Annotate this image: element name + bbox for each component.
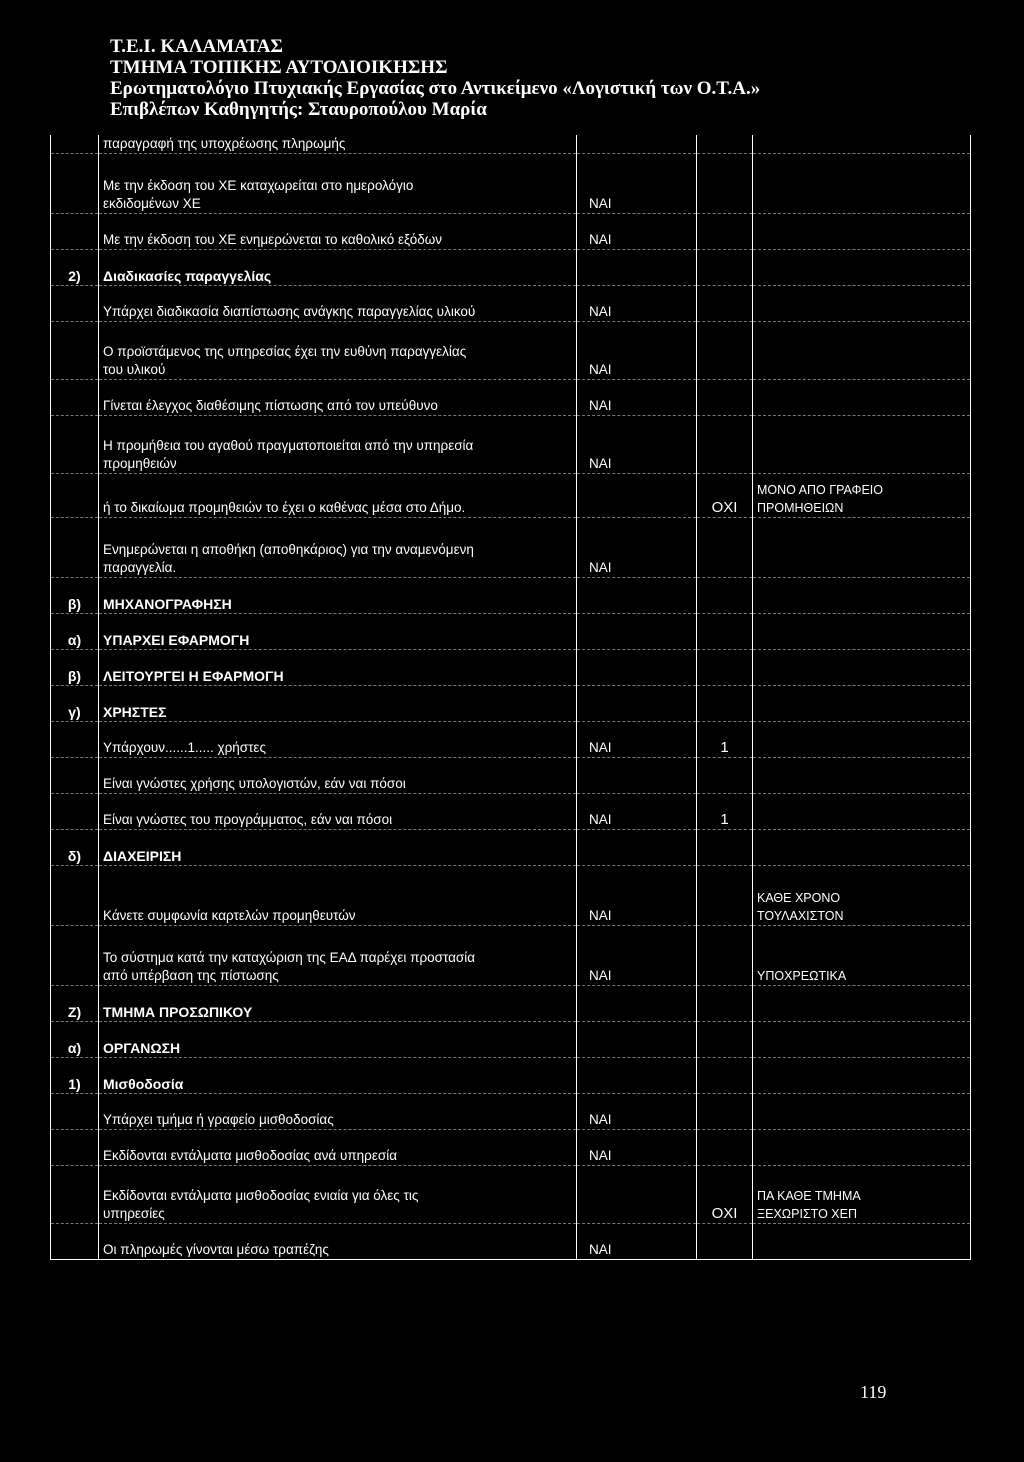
answer-yes: ΝΑΙ <box>577 1130 697 1166</box>
table-row <box>51 286 971 322</box>
table-row <box>51 380 971 416</box>
answer-no <box>697 1130 753 1166</box>
answer-no <box>697 986 753 1022</box>
question-line-1: Μισθοδοσία <box>103 1076 184 1092</box>
answer-note <box>753 250 971 286</box>
answer-yes <box>577 578 697 614</box>
answer-no <box>697 135 753 154</box>
question-line-1: Κάνετε συμφωνία καρτελών προμηθευτών <box>103 908 356 923</box>
table-row <box>51 986 971 1022</box>
answer-yes <box>577 614 697 650</box>
answer-note <box>753 1224 971 1260</box>
question-line-1: Υπάρχει διαδικασία διαπίστωσης ανάγκης παραγγελίας υλικού <box>103 304 476 319</box>
answer-yes: ΝΑΙ <box>577 380 697 416</box>
answer-note <box>753 380 971 416</box>
answer-yes <box>577 474 697 518</box>
answer-yes <box>577 1058 697 1094</box>
question-line-1: Ο προϊστάμενος της υπηρεσίας έχει την ευθύνη παραγγελίας <box>103 344 467 359</box>
question-text <box>99 926 577 986</box>
answer-no <box>697 830 753 866</box>
answer-no <box>697 758 753 794</box>
table-row <box>51 758 971 794</box>
row-number: β) <box>51 578 99 614</box>
answer-no <box>697 154 753 214</box>
document-header <box>110 36 990 120</box>
row-number: α) <box>51 1022 99 1058</box>
row-number: 2) <box>51 250 99 286</box>
question-line-1: ΥΠΑΡΧΕΙ ΕΦΑΡΜΟΓΗ <box>103 632 250 648</box>
row-number <box>51 380 99 416</box>
question-text <box>99 986 577 1022</box>
row-number: γ) <box>51 686 99 722</box>
answer-note <box>753 214 971 250</box>
row-number <box>51 474 99 518</box>
question-line-1: Με την έκδοση του ΧΕ ενημερώνεται το καθολικό εξόδων <box>103 232 443 247</box>
answer-yes: ΝΑΙ <box>577 518 697 578</box>
question-line-1: Η προμήθεια του αγαθού πραγματοποιείται από την υπηρεσία <box>103 438 474 453</box>
question-line-1: ή το δικαίωμα προμηθειών το έχει ο καθένας μέσα στο Δήμο. <box>103 500 466 515</box>
question-text <box>99 578 577 614</box>
row-number <box>51 154 99 214</box>
answer-yes <box>577 830 697 866</box>
question-text <box>99 614 577 650</box>
table-row <box>51 1166 971 1224</box>
table-row <box>51 1224 971 1260</box>
table-row <box>51 1094 971 1130</box>
question-text <box>99 135 577 154</box>
question-line-1: ΜΗΧΑΝΟΓΡΑΦΗΣΗ <box>103 596 232 612</box>
row-number <box>51 794 99 830</box>
question-line-1: ΛΕΙΤΟΥΡΓΕΙ Η ΕΦΑΡΜΟΓΗ <box>103 668 284 684</box>
question-line-2: υπηρεσίες <box>103 1206 165 1221</box>
question-line-1: Οι πληρωμές γίνονται μέσω τραπέζης <box>103 1242 329 1257</box>
table-row <box>51 214 971 250</box>
question-text <box>99 1058 577 1094</box>
note-line-1: ΜΟΝΟ ΑΠΟ ΓΡΑΦΕΙΟ <box>757 483 884 497</box>
row-number <box>51 416 99 474</box>
answer-yes: ΝΑΙ <box>577 322 697 380</box>
answer-yes: ΝΑΙ <box>577 214 697 250</box>
question-line-1: παραγραφή της υποχρέωσης πληρωμής <box>103 136 346 151</box>
answer-yes <box>577 250 697 286</box>
question-text <box>99 322 577 380</box>
answer-yes <box>577 686 697 722</box>
answer-note <box>753 794 971 830</box>
answer-note <box>753 686 971 722</box>
question-line-1: Υπάρχουν......1..... χρήστες <box>103 740 266 755</box>
question-text <box>99 722 577 758</box>
question-line-1: ΤΜΗΜΑ ΠΡΟΣΩΠΙΚΟΥ <box>103 1004 253 1020</box>
answer-note <box>753 830 971 866</box>
answer-no <box>697 416 753 474</box>
answer-yes <box>577 986 697 1022</box>
answer-note <box>753 986 971 1022</box>
answer-no <box>697 214 753 250</box>
answer-no <box>697 866 753 926</box>
question-text <box>99 1094 577 1130</box>
answer-yes: ΝΑΙ <box>577 794 697 830</box>
question-text <box>99 154 577 214</box>
row-number <box>51 214 99 250</box>
answer-no <box>697 578 753 614</box>
answer-no <box>697 926 753 986</box>
answer-note <box>753 926 971 986</box>
table-row <box>51 926 971 986</box>
row-number: α) <box>51 614 99 650</box>
row-number <box>51 926 99 986</box>
question-line-1: Υπάρχει τμήμα ή γραφείο μισθοδοσίας <box>103 1112 334 1127</box>
answer-note <box>753 614 971 650</box>
table-row <box>51 614 971 650</box>
question-text <box>99 214 577 250</box>
answer-no: ΟΧΙ <box>697 1166 753 1224</box>
table-row <box>51 416 971 474</box>
answer-note <box>753 722 971 758</box>
answer-yes: ΝΑΙ <box>577 866 697 926</box>
answer-yes: ΝΑΙ <box>577 1224 697 1260</box>
answer-yes: ΝΑΙ <box>577 722 697 758</box>
answer-yes: ΝΑΙ <box>577 1094 697 1130</box>
table-row <box>51 154 971 214</box>
row-number <box>51 518 99 578</box>
row-number: β) <box>51 650 99 686</box>
question-line-2: παραγγελία. <box>103 560 177 575</box>
note-line-2: ΞΕΧΩΡΙΣΤΟ ΧΕΠ <box>757 1207 857 1221</box>
question-text <box>99 794 577 830</box>
answer-note <box>753 1094 971 1130</box>
question-line-1: Είναι γνώστες του προγράμματος, εάν ναι πόσοι <box>103 812 393 827</box>
question-line-1: Είναι γνώστες χρήσης υπολογιστών, εάν ναι πόσοι <box>103 776 406 791</box>
table-row <box>51 135 971 154</box>
question-line-2: από υπέρβαση της πίστωσης <box>103 968 279 983</box>
answer-yes <box>577 135 697 154</box>
row-number <box>51 135 99 154</box>
question-text <box>99 1130 577 1166</box>
answer-note <box>753 154 971 214</box>
answer-yes: ΝΑΙ <box>577 416 697 474</box>
answer-no: 1 <box>697 794 753 830</box>
answer-note <box>753 518 971 578</box>
row-number <box>51 322 99 380</box>
table-row <box>51 830 971 866</box>
question-line-1: ΧΡΗΣΤΕΣ <box>103 704 167 720</box>
questionnaire-table <box>50 135 971 1260</box>
note-line-2: ΠΡΟΜΗΘΕΙΩΝ <box>757 501 844 515</box>
question-line-1: Διαδικασίες παραγγελίας <box>103 268 272 284</box>
answer-yes <box>577 758 697 794</box>
answer-note <box>753 1130 971 1166</box>
question-line-1: Εκδίδονται εντάλματα μισθοδοσίας ανά υπηρεσία <box>103 1148 398 1163</box>
row-number <box>51 1166 99 1224</box>
question-text <box>99 380 577 416</box>
answer-no <box>697 250 753 286</box>
answer-note <box>753 286 971 322</box>
answer-note <box>753 578 971 614</box>
table-row <box>51 474 971 518</box>
row-number <box>51 1130 99 1166</box>
row-number <box>51 286 99 322</box>
table-row <box>51 1130 971 1166</box>
question-line-1: Το σύστημα κατά την καταχώριση της ΕΑΔ παρέχει προστασία <box>103 950 476 965</box>
row-number: Ζ) <box>51 986 99 1022</box>
answer-no <box>697 1022 753 1058</box>
answer-yes: ΝΑΙ <box>577 154 697 214</box>
question-line-2: προμηθειών <box>103 456 177 471</box>
question-text <box>99 1224 577 1260</box>
table-row <box>51 322 971 380</box>
answer-no <box>697 650 753 686</box>
table-row <box>51 686 971 722</box>
question-line-1: ΔΙΑΧΕΙΡΙΣΗ <box>103 848 182 864</box>
answer-note <box>753 416 971 474</box>
row-number: 1) <box>51 1058 99 1094</box>
answer-note <box>753 866 971 926</box>
question-text <box>99 1166 577 1224</box>
answer-yes <box>577 1166 697 1224</box>
answer-no <box>697 1058 753 1094</box>
questionnaire-title: Ερωτηματολόγιο Πτυχιακής Εργασίας στο Αντικείμενο «Λογιστική των Ο.Τ.Α.» <box>110 78 761 99</box>
question-text <box>99 650 577 686</box>
answer-yes <box>577 650 697 686</box>
institution-title: Τ.Ε.Ι. ΚΑΛΑΜΑΤΑΣ <box>110 36 283 57</box>
row-number <box>51 1094 99 1130</box>
answer-note <box>753 474 971 518</box>
page-number: 119 <box>860 1382 887 1402</box>
table-row <box>51 1022 971 1058</box>
answer-note <box>753 135 971 154</box>
answer-note <box>753 758 971 794</box>
table-row <box>51 1058 971 1094</box>
question-line-1: Εκδίδονται εντάλματα μισθοδοσίας ενιαία για όλες τις <box>103 1188 419 1203</box>
row-number <box>51 866 99 926</box>
answer-no <box>697 518 753 578</box>
question-text <box>99 686 577 722</box>
question-line-1: Ενημερώνεται η αποθήκη (αποθηκάριος) για την αναμενόμενη <box>103 542 474 557</box>
row-number <box>51 722 99 758</box>
answer-no <box>697 380 753 416</box>
answer-yes: ΝΑΙ <box>577 926 697 986</box>
answer-no <box>697 614 753 650</box>
question-text <box>99 758 577 794</box>
answer-yes: ΝΑΙ <box>577 286 697 322</box>
question-line-2: εκδιδομένων ΧΕ <box>103 196 201 211</box>
question-text <box>99 286 577 322</box>
answer-no <box>697 322 753 380</box>
supervisor-line: Επιβλέπων Καθηγητής: Σταυροπούλου Μαρία <box>110 99 487 120</box>
question-text <box>99 518 577 578</box>
table-row <box>51 518 971 578</box>
answer-yes <box>577 1022 697 1058</box>
note-line-1: ΚΑΘΕ ΧΡΟΝΟ <box>757 891 841 905</box>
question-line-1: Με την έκδοση του ΧΕ καταχωρείται στο ημερολόγιο <box>103 178 414 193</box>
answer-no <box>697 1094 753 1130</box>
table-row <box>51 650 971 686</box>
question-text <box>99 866 577 926</box>
question-line-2: του υλικού <box>103 362 166 377</box>
question-text <box>99 416 577 474</box>
note-line-2: ΥΠΟΧΡΕΩΤΙΚΑ <box>757 969 847 983</box>
table-row <box>51 578 971 614</box>
question-text <box>99 1022 577 1058</box>
row-number <box>51 758 99 794</box>
note-line-2: ΤΟΥΛΑΧΙΣΤΟΝ <box>757 909 844 923</box>
department-title: ΤΜΗΜΑ ΤΟΠΙΚΗΣ ΑΥΤΟΔΙΟΙΚΗΣΗΣ <box>110 57 448 78</box>
question-text <box>99 250 577 286</box>
answer-no: ΟΧΙ <box>697 474 753 518</box>
question-line-1: Γίνεται έλεγχος διαθέσιμης πίστωσης από τον υπεύθυνο <box>103 398 438 413</box>
question-text <box>99 474 577 518</box>
table-row <box>51 794 971 830</box>
table-row <box>51 722 971 758</box>
answer-no: 1 <box>697 722 753 758</box>
answer-no <box>697 286 753 322</box>
answer-note <box>753 1166 971 1224</box>
answer-note <box>753 322 971 380</box>
answer-no <box>697 1224 753 1260</box>
table-row <box>51 866 971 926</box>
answer-no <box>697 686 753 722</box>
row-number: δ) <box>51 830 99 866</box>
question-text <box>99 830 577 866</box>
answer-note <box>753 650 971 686</box>
table-row <box>51 250 971 286</box>
note-line-1: ΠΑ ΚΑΘΕ ΤΜΗΜΑ <box>757 1189 861 1203</box>
answer-note <box>753 1022 971 1058</box>
question-line-1: ΟΡΓΑΝΩΣΗ <box>103 1040 181 1056</box>
answer-note <box>753 1058 971 1094</box>
row-number <box>51 1224 99 1260</box>
